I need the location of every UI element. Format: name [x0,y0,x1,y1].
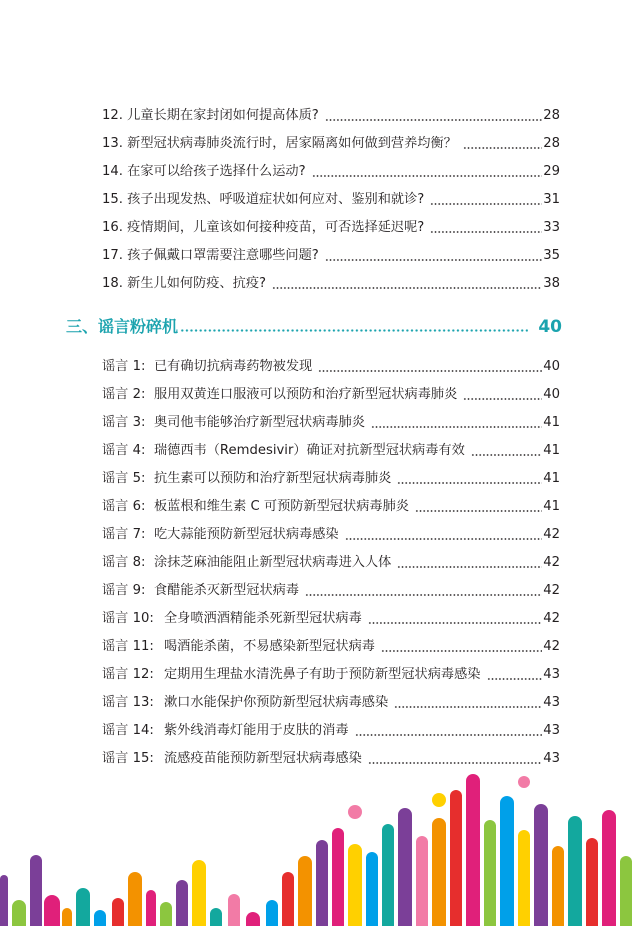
dot-leader [397,566,542,568]
decor-bar [602,810,616,926]
rumor-entry[interactable] [102,356,560,378]
decor-bar [228,894,240,926]
rumor-entry[interactable] [102,524,560,546]
decor-bar [586,838,598,926]
toc-entry[interactable] [102,217,560,239]
toc-entry-page: 38 [543,276,560,291]
toc-entry-title: 14. 在家可以给孩子选择什么运动? [102,164,306,179]
decor-bar [316,840,328,926]
decor-bar [192,860,206,926]
decor-bar [366,852,378,926]
rumor-entry-page: 42 [543,555,560,570]
decor-bar [266,900,278,926]
rumor-text: 抗生素可以预防和治疗新型冠状病毒肺炎 [154,471,392,486]
decor-bar [0,875,8,926]
rumor-entry-title [102,356,312,378]
rumor-text: 奥司他韦能够治疗新型冠状病毒肺炎 [154,415,365,430]
rumor-entry[interactable] [102,608,560,630]
toc-entry[interactable] [102,105,560,127]
decor-bar [146,890,156,926]
decor-bar [94,910,106,926]
toc-entry-page: 31 [543,192,560,207]
rumor-entry[interactable] [102,580,560,602]
decor-bar [552,846,564,926]
decor-bar [348,844,362,926]
decor-bar [282,872,294,926]
decor-bar [568,816,582,926]
dot-leader [471,454,542,456]
toc-entry[interactable] [102,245,560,267]
rumor-number: 谣言 3: [102,415,146,430]
rumor-number: 谣言 12: [102,667,154,682]
section-title: 三、谣言粉碎机 [66,317,179,336]
dot-leader [325,259,542,261]
decor-bar [398,808,412,926]
dot-leader [430,231,542,233]
rumor-entry-title [102,636,375,658]
rumor-entry-page: 41 [543,471,560,486]
rumor-number: 谣言 5: [102,471,146,486]
rumor-entry-title [102,552,391,574]
dot-leader [345,538,543,540]
decor-bar [44,895,60,926]
rumor-number: 谣言 15: [102,751,154,766]
rumor-entry[interactable] [102,412,560,434]
rumor-entry-title [102,384,457,406]
decor-bar [332,828,344,926]
dot-leader [180,329,528,332]
decor-bar [484,820,496,926]
toc-entry[interactable] [102,133,560,155]
rumor-number: 谣言 9: [102,583,146,598]
decor-bar [500,796,514,926]
rumor-entry-title [102,608,362,630]
decor-bar [620,856,632,926]
dot-leader [325,119,542,121]
rumor-text: 板蓝根和维生素 C 可预防新型冠状病毒肺炎 [154,499,409,514]
decor-bar [12,900,26,926]
toc-entry-title: 16. 疫情期间，儿童该如何接种疫苗，可否选择延迟呢? [102,220,425,235]
rumor-text: 漱口水能保护你预防新型冠状病毒感染 [164,695,389,710]
dot-leader [312,175,543,177]
rumor-entry-page: 42 [543,639,560,654]
toc-entry-page: 28 [543,108,560,123]
decor-bar [210,908,222,926]
rumor-entry[interactable] [102,496,560,518]
rumor-entry-page: 42 [543,611,560,626]
toc-entry-title: 15. 孩子出现发热、呼吸道症状如何应对、鉴别和就诊? [102,192,425,207]
rumor-entry[interactable] [102,692,560,714]
rumor-entry-page: 43 [543,695,560,710]
decorative-color-bars [0,760,640,926]
rumor-entry-page: 40 [543,387,560,402]
rumor-entry-title [102,720,349,742]
rumor-number: 谣言 2: [102,387,146,402]
rumor-entry[interactable] [102,636,560,658]
rumor-number: 谣言 11: [102,639,154,654]
rumor-number: 谣言 1: [102,359,146,374]
rumor-entry-title [102,692,388,714]
toc-entry-page: 28 [543,136,560,151]
rumor-text: 流感疫苗能预防新型冠状病毒感染 [164,751,362,766]
rumor-entry[interactable] [102,720,560,742]
dot-leader [463,398,542,400]
dot-leader [318,370,542,372]
decor-dot [432,793,446,807]
rumor-entry-page: 43 [543,751,560,766]
decor-dot [348,805,362,819]
decor-dot [518,776,530,788]
rumor-text: 吃大蒜能预防新型冠状病毒感染 [154,527,339,542]
rumor-entry-page: 43 [543,723,560,738]
rumor-number: 谣言 4: [102,443,146,458]
rumor-entry-title [102,412,365,434]
decor-bar [30,855,42,926]
dot-leader [305,594,542,596]
rumor-entry-page: 42 [543,583,560,598]
rumor-number: 谣言 10: [102,611,154,626]
dot-leader [368,622,542,624]
rumor-entry-page: 43 [543,667,560,682]
rumor-entry[interactable] [102,664,560,686]
decor-bar [466,774,480,926]
rumor-entry[interactable] [102,384,560,406]
decor-bar [160,902,172,926]
toc-entry-title: 12. 儿童长期在家封闭如何提高体质? [102,108,319,123]
toc-entry[interactable] [102,189,560,211]
toc-entry-title: 18. 新生儿如何防疫、抗疫? [102,276,267,291]
decor-bar [246,912,260,926]
decor-bar [450,790,462,926]
decor-bar [128,872,142,926]
dot-leader [355,734,543,736]
decor-bar [176,880,188,926]
toc-entry[interactable] [102,273,560,295]
dot-leader [430,203,542,205]
rumor-entry-page: 41 [543,499,560,514]
rumor-text: 全身喷洒酒精能杀死新型冠状病毒 [164,611,362,626]
toc-entry-title: 17. 孩子佩戴口罩需要注意哪些问题? [102,248,319,263]
dot-leader [415,510,542,512]
decor-bar [298,856,312,926]
rumor-entry[interactable] [102,440,560,462]
rumor-entry-title [102,664,481,686]
rumor-entry-title [102,496,409,518]
rumor-entry-page: 42 [543,527,560,542]
dot-leader [394,706,542,708]
decor-bar [432,818,446,926]
rumor-entry-page: 40 [543,359,560,374]
rumor-text: 涂抹芝麻油能阻止新型冠状病毒进入人体 [154,555,392,570]
rumor-entry-title [102,468,391,490]
rumor-text: 瑞德西韦（Remdesivir）确证对抗新型冠状病毒有效 [154,443,465,458]
rumor-entry[interactable] [102,552,560,574]
decor-bar [62,908,72,926]
rumor-text: 喝酒能杀菌，不易感染新型冠状病毒 [164,639,375,654]
rumor-number: 谣言 6: [102,499,146,514]
decor-bar [112,898,124,926]
rumor-entry[interactable] [102,468,560,490]
toc-entry-page: 35 [543,248,560,263]
rumor-entry-page: 41 [543,443,560,458]
section-page: 40 [538,317,562,337]
rumor-entry-title [102,580,299,602]
dot-leader [381,650,542,652]
rumor-text: 已有确切抗病毒药物被发现 [154,359,313,374]
dot-leader [463,147,542,149]
dot-leader [371,426,542,428]
rumor-entry-page: 41 [543,415,560,430]
decor-bar [534,804,548,926]
decor-bar [518,830,530,926]
decor-bar [416,836,428,926]
rumor-entry-title [102,440,465,462]
rumor-number: 谣言 14: [102,723,154,738]
rumor-text: 紫外线消毒灯能用于皮肤的消毒 [164,723,349,738]
toc-entry-page: 29 [543,164,560,179]
toc-entry[interactable] [102,161,560,183]
dot-leader [487,678,543,680]
toc-entry-title: 13. 新型冠状病毒肺炎流行时，居家隔离如何做到营养均衡？ [102,136,457,151]
decor-bar [76,888,90,926]
decor-bar [382,824,394,926]
dot-leader [272,287,542,289]
section-heading[interactable] [66,313,562,341]
rumor-text: 定期用生理盐水清洗鼻子有助于预防新型冠状病毒感染 [164,667,481,682]
rumor-entry-title [102,524,339,546]
rumor-number: 谣言 8: [102,555,146,570]
toc-entry-page: 33 [543,220,560,235]
rumor-number: 谣言 13: [102,695,154,710]
dot-leader [397,482,542,484]
rumor-text: 服用双黄连口服液可以预防和治疗新型冠状病毒肺炎 [154,387,458,402]
rumor-number: 谣言 7: [102,527,146,542]
rumor-text: 食醋能杀灭新型冠状病毒 [154,583,300,598]
